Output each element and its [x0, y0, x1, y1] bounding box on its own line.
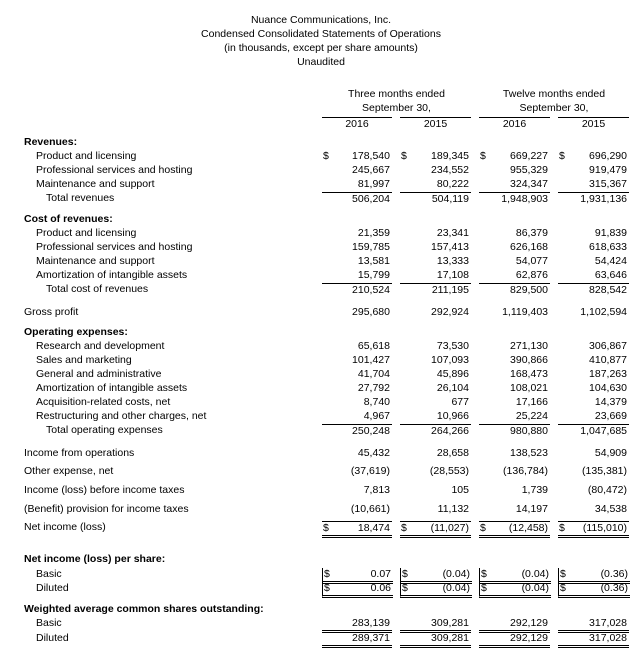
company-name: Nuance Communications, Inc.	[250, 14, 392, 26]
amount: 81,997	[357, 178, 390, 190]
line-item-row	[0, 632, 642, 645]
currency-symbol: $	[481, 582, 487, 594]
value-cell	[558, 424, 629, 438]
value-cell	[400, 396, 471, 409]
line-item-row	[0, 521, 642, 534]
amount: 14,197	[515, 503, 548, 515]
amount: 62,876	[515, 269, 548, 281]
amount: 309,281	[431, 617, 469, 629]
value-cell	[558, 269, 629, 282]
value-cell	[558, 521, 629, 538]
amount: 828,542	[589, 284, 627, 296]
audit-status: Unaudited	[297, 56, 345, 68]
value-cell	[558, 410, 629, 423]
value-cell	[322, 382, 392, 395]
line-item-label: Basic	[36, 568, 62, 580]
value-cell	[479, 396, 550, 409]
value-cell	[400, 582, 472, 598]
line-item-label: Other expense, net	[24, 465, 114, 477]
amount: 317,028	[589, 617, 627, 629]
amount: (0.04)	[521, 582, 549, 594]
value-cell	[322, 484, 392, 497]
line-item-row	[0, 447, 642, 460]
line-item-row	[0, 410, 642, 423]
amount: 1,739	[521, 484, 548, 496]
line-item-row	[0, 340, 642, 353]
twelve-months-date: September 30,	[519, 102, 589, 114]
currency-symbol: $	[560, 582, 566, 594]
line-item-label: (Benefit) provision for income taxes	[24, 503, 189, 515]
amount: 919,479	[589, 164, 627, 176]
value-cell	[479, 283, 550, 297]
currency-symbol: $	[323, 150, 329, 162]
amount: 27,792	[357, 382, 390, 394]
amount: 292,924	[431, 306, 469, 318]
amount: 73,530	[436, 340, 469, 352]
amount: 80,222	[436, 178, 469, 190]
amount: 315,367	[589, 178, 627, 190]
year-col-3: 2016	[479, 117, 550, 131]
amount: 292,129	[510, 632, 548, 644]
value-cell	[479, 354, 550, 367]
amount: 23,341	[436, 227, 469, 239]
amount: (115,010)	[582, 522, 627, 534]
amount: (37,619)	[350, 465, 390, 477]
value-cell	[558, 306, 629, 319]
amount: 13,333	[436, 255, 469, 267]
amount: 86,379	[515, 227, 548, 239]
amount: 104,630	[589, 382, 627, 394]
year-col-2: 2015	[400, 117, 471, 131]
value-cell	[400, 424, 471, 438]
line-item-row	[0, 306, 642, 319]
value-cell	[479, 178, 550, 191]
amount: (0.04)	[521, 568, 549, 580]
amount: (11,027)	[430, 522, 469, 534]
value-cell	[400, 632, 471, 648]
value-cell	[479, 164, 550, 177]
amount: 187,263	[589, 368, 627, 380]
amount: 11,132	[437, 503, 469, 515]
value-cell	[322, 521, 392, 538]
value-cell	[322, 396, 392, 409]
line-item-row	[0, 368, 642, 381]
year-col-1: 2016	[322, 117, 392, 131]
value-cell	[400, 241, 471, 254]
value-cell	[400, 283, 471, 297]
line-item-label: Amortization of intangible assets	[36, 269, 188, 281]
value-cell	[479, 382, 550, 395]
value-cell	[558, 382, 629, 395]
value-cell	[558, 354, 629, 367]
value-cell	[322, 368, 392, 381]
value-cell	[558, 178, 629, 191]
three-months-date: September 30,	[362, 102, 431, 114]
amount: 506,204	[352, 193, 390, 205]
amount: 14,379	[594, 396, 627, 408]
value-cell	[400, 382, 471, 395]
amount: 178,540	[352, 150, 390, 162]
amount: 696,290	[589, 150, 627, 162]
value-cell	[322, 306, 392, 319]
amount: 54,077	[515, 255, 548, 267]
value-cell	[479, 582, 551, 598]
value-cell	[558, 150, 629, 163]
value-cell	[479, 255, 550, 268]
value-cell	[479, 410, 550, 423]
value-cell	[558, 632, 629, 648]
three-months-label: Three months ended	[348, 88, 445, 100]
value-cell	[479, 150, 550, 163]
section-heading: Operating expenses:	[24, 326, 128, 338]
value-cell	[558, 465, 629, 478]
value-cell	[322, 632, 392, 648]
section-heading-row	[0, 213, 642, 226]
amount: 234,552	[431, 164, 469, 176]
value-cell	[558, 164, 629, 177]
value-cell	[322, 424, 392, 438]
amount: 317,028	[589, 632, 627, 644]
line-item-label: Product and licensing	[36, 150, 137, 162]
amount: 18,474	[357, 522, 390, 534]
amount: 13,581	[357, 255, 390, 267]
section-heading-row	[0, 553, 642, 566]
amount: 28,658	[436, 447, 469, 459]
amount: 0.06	[370, 582, 391, 594]
line-item-label: Gross profit	[24, 306, 79, 318]
amount: 980,880	[510, 425, 548, 437]
amount: 292,129	[510, 617, 548, 629]
value-cell	[400, 410, 471, 423]
value-cell	[400, 447, 471, 460]
amount: 618,633	[589, 241, 627, 253]
line-item-label: Acquisition-related costs, net	[36, 396, 171, 408]
value-cell	[322, 410, 392, 423]
value-cell	[558, 396, 629, 409]
value-cell	[558, 227, 629, 240]
currency-symbol: $	[402, 568, 408, 580]
value-cell	[558, 582, 630, 598]
amount: (0.36)	[600, 568, 628, 580]
value-cell	[558, 368, 629, 381]
amount: (0.04)	[442, 582, 470, 594]
value-cell	[400, 192, 471, 206]
value-cell	[479, 503, 550, 516]
amount: 829,500	[510, 284, 548, 296]
value-cell	[322, 447, 392, 460]
value-cell	[558, 255, 629, 268]
amount: 1,119,403	[502, 306, 548, 318]
amount: 306,867	[589, 340, 627, 352]
section-heading: Cost of revenues:	[24, 213, 113, 225]
amount: 7,813	[363, 484, 390, 496]
amount: 1,931,136	[580, 193, 627, 205]
amount: 101,427	[352, 354, 390, 366]
line-item-row	[0, 503, 642, 516]
amount: 271,130	[510, 340, 548, 352]
amount: 677	[451, 396, 469, 408]
line-item-row	[0, 382, 642, 395]
line-item-label: Total cost of revenues	[46, 283, 149, 295]
value-cell	[322, 283, 392, 297]
value-cell	[322, 255, 392, 268]
line-item-row	[0, 354, 642, 367]
section-heading: Net income (loss) per share:	[24, 553, 166, 565]
amount: (10,661)	[350, 503, 390, 515]
amount: 34,538	[594, 503, 627, 515]
line-item-row	[0, 424, 642, 437]
value-cell	[558, 340, 629, 353]
line-item-label: Income (loss) before income taxes	[24, 484, 185, 496]
value-cell	[479, 340, 550, 353]
value-cell	[558, 283, 629, 297]
value-cell	[400, 150, 471, 163]
currency-symbol: $	[323, 522, 329, 534]
amount: 8,740	[363, 396, 390, 408]
amount: 4,967	[363, 410, 390, 422]
amount: 108,021	[510, 382, 548, 394]
amount: 324,347	[510, 178, 548, 190]
value-cell	[322, 503, 392, 516]
value-cell	[400, 484, 471, 497]
currency-symbol: $	[481, 568, 487, 580]
value-cell	[322, 178, 392, 191]
line-item-row	[0, 192, 642, 205]
amount: 17,108	[436, 269, 469, 281]
amount: (0.36)	[600, 582, 628, 594]
value-cell	[322, 617, 392, 633]
value-cell	[400, 617, 471, 633]
amount: 10,966	[436, 410, 469, 422]
amount: 955,329	[510, 164, 548, 176]
value-cell	[400, 164, 471, 177]
amount: 283,139	[352, 617, 390, 629]
line-item-label: Diluted	[36, 632, 69, 644]
line-item-row	[0, 150, 642, 163]
value-cell	[479, 306, 550, 319]
line-item-label: General and administrative	[36, 368, 162, 380]
amount: 138,523	[510, 447, 548, 459]
value-cell	[322, 164, 392, 177]
currency-symbol: $	[559, 150, 565, 162]
amount: 211,195	[431, 284, 469, 296]
amount: 23,669	[594, 410, 627, 422]
line-item-row	[0, 465, 642, 478]
line-item-row	[0, 484, 642, 497]
value-cell	[479, 424, 550, 438]
value-cell	[479, 447, 550, 460]
line-item-row	[0, 283, 642, 296]
amount: 65,618	[357, 340, 390, 352]
amount: 390,866	[510, 354, 548, 366]
line-item-label: Professional services and hosting	[36, 241, 193, 253]
amount: 1,102,594	[580, 306, 627, 318]
value-cell	[400, 368, 471, 381]
amount: 45,896	[436, 368, 469, 380]
value-cell	[322, 465, 392, 478]
currency-symbol: $	[480, 522, 486, 534]
amount: 107,093	[431, 354, 469, 366]
value-cell	[400, 178, 471, 191]
value-cell	[400, 269, 471, 282]
value-cell	[322, 269, 392, 282]
section-heading-row	[0, 136, 642, 149]
amount: 289,371	[352, 632, 390, 644]
amount: 1,047,685	[580, 425, 627, 437]
section-heading: Revenues:	[24, 136, 78, 148]
amount: 189,345	[431, 150, 469, 162]
value-cell	[479, 368, 550, 381]
line-item-row	[0, 241, 642, 254]
line-item-row	[0, 269, 642, 282]
value-cell	[479, 632, 550, 648]
value-cell	[479, 227, 550, 240]
line-item-label: Total revenues	[46, 192, 115, 204]
amount: 157,413	[431, 241, 469, 253]
currency-symbol: $	[559, 522, 565, 534]
currency-symbol: $	[401, 522, 407, 534]
amount: 245,667	[352, 164, 390, 176]
line-item-label: Research and development	[36, 340, 165, 352]
amount: 250,248	[352, 425, 390, 437]
value-cell	[558, 503, 629, 516]
amount: 105	[451, 484, 469, 496]
amount: 15,799	[357, 269, 390, 281]
amount: 54,909	[594, 447, 627, 459]
amount: (80,472)	[587, 484, 627, 496]
amount: 26,104	[436, 382, 469, 394]
currency-symbol: $	[402, 582, 408, 594]
value-cell	[479, 241, 550, 254]
section-heading-row	[0, 326, 642, 339]
line-item-row	[0, 164, 642, 177]
value-cell	[400, 227, 471, 240]
value-cell	[322, 340, 392, 353]
amount: 168,473	[510, 368, 548, 380]
line-item-label: Maintenance and support	[36, 255, 155, 267]
amount: 54,424	[594, 255, 627, 267]
line-item-label: Maintenance and support	[36, 178, 155, 190]
value-cell	[400, 354, 471, 367]
currency-symbol: $	[324, 582, 330, 594]
amount: 504,119	[431, 193, 469, 205]
value-cell	[322, 192, 392, 206]
line-item-row	[0, 582, 642, 595]
value-cell	[322, 227, 392, 240]
value-cell	[479, 192, 550, 206]
amount: 264,266	[431, 425, 469, 437]
currency-symbol: $	[560, 568, 566, 580]
line-item-label: Net income (loss)	[24, 521, 106, 533]
statement-title: Condensed Consolidated Statements of Operations	[201, 28, 441, 40]
value-cell	[400, 340, 471, 353]
line-item-label: Amortization of intangible assets	[36, 382, 188, 394]
line-item-row	[0, 178, 642, 191]
value-cell	[558, 617, 629, 633]
value-cell	[400, 306, 471, 319]
value-cell	[479, 521, 550, 538]
value-cell	[479, 484, 550, 497]
line-item-row	[0, 227, 642, 240]
line-item-row	[0, 396, 642, 409]
line-item-label: Sales and marketing	[36, 354, 132, 366]
line-item-label: Basic	[36, 617, 62, 629]
section-heading: Weighted average common shares outstanding:	[24, 603, 264, 615]
amount: 45,432	[357, 447, 390, 459]
line-item-row	[0, 568, 642, 581]
amount: 41,704	[357, 368, 390, 380]
line-item-label: Product and licensing	[36, 227, 137, 239]
value-cell	[558, 241, 629, 254]
value-cell	[479, 617, 550, 633]
line-item-label: Total operating expenses	[46, 424, 163, 436]
amount: 1,948,903	[501, 193, 548, 205]
amount: 295,680	[352, 306, 390, 318]
value-cell	[479, 269, 550, 282]
units-note: (in thousands, except per share amounts)	[224, 42, 418, 54]
value-cell	[322, 582, 393, 598]
amount: (12,458)	[508, 522, 548, 534]
value-cell	[400, 465, 471, 478]
section-heading-row	[0, 603, 642, 616]
amount: 309,281	[431, 632, 469, 644]
amount: (135,381)	[582, 465, 627, 477]
currency-symbol: $	[324, 568, 330, 580]
value-cell	[400, 521, 471, 538]
value-cell	[400, 255, 471, 268]
amount: 25,224	[515, 410, 548, 422]
value-cell	[322, 150, 392, 163]
amount: 669,227	[510, 150, 548, 162]
line-item-label: Professional services and hosting	[36, 164, 193, 176]
currency-symbol: $	[480, 150, 486, 162]
amount: 91,839	[594, 227, 627, 239]
value-cell	[479, 465, 550, 478]
line-item-label: Income from operations	[24, 447, 135, 459]
value-cell	[322, 241, 392, 254]
value-cell	[322, 354, 392, 367]
twelve-months-label: Twelve months ended	[502, 88, 606, 100]
amount: (0.04)	[442, 568, 470, 580]
value-cell	[558, 192, 629, 206]
amount: (136,784)	[503, 465, 548, 477]
value-cell	[558, 447, 629, 460]
year-col-4: 2015	[558, 117, 629, 131]
amount: 63,646	[594, 269, 627, 281]
amount: 159,785	[352, 241, 390, 253]
line-item-label: Diluted	[36, 582, 69, 594]
amount: 210,524	[352, 284, 390, 296]
value-cell	[400, 503, 471, 516]
currency-symbol: $	[401, 150, 407, 162]
line-item-label: Restructuring and other charges, net	[36, 410, 207, 422]
amount: 21,359	[357, 227, 390, 239]
amount: 410,877	[589, 354, 627, 366]
value-cell	[558, 484, 629, 497]
amount: 626,168	[510, 241, 548, 253]
line-item-row	[0, 255, 642, 268]
amount: 0.07	[370, 568, 391, 580]
amount: (28,553)	[429, 465, 469, 477]
line-item-row	[0, 617, 642, 630]
amount: 17,166	[515, 396, 548, 408]
